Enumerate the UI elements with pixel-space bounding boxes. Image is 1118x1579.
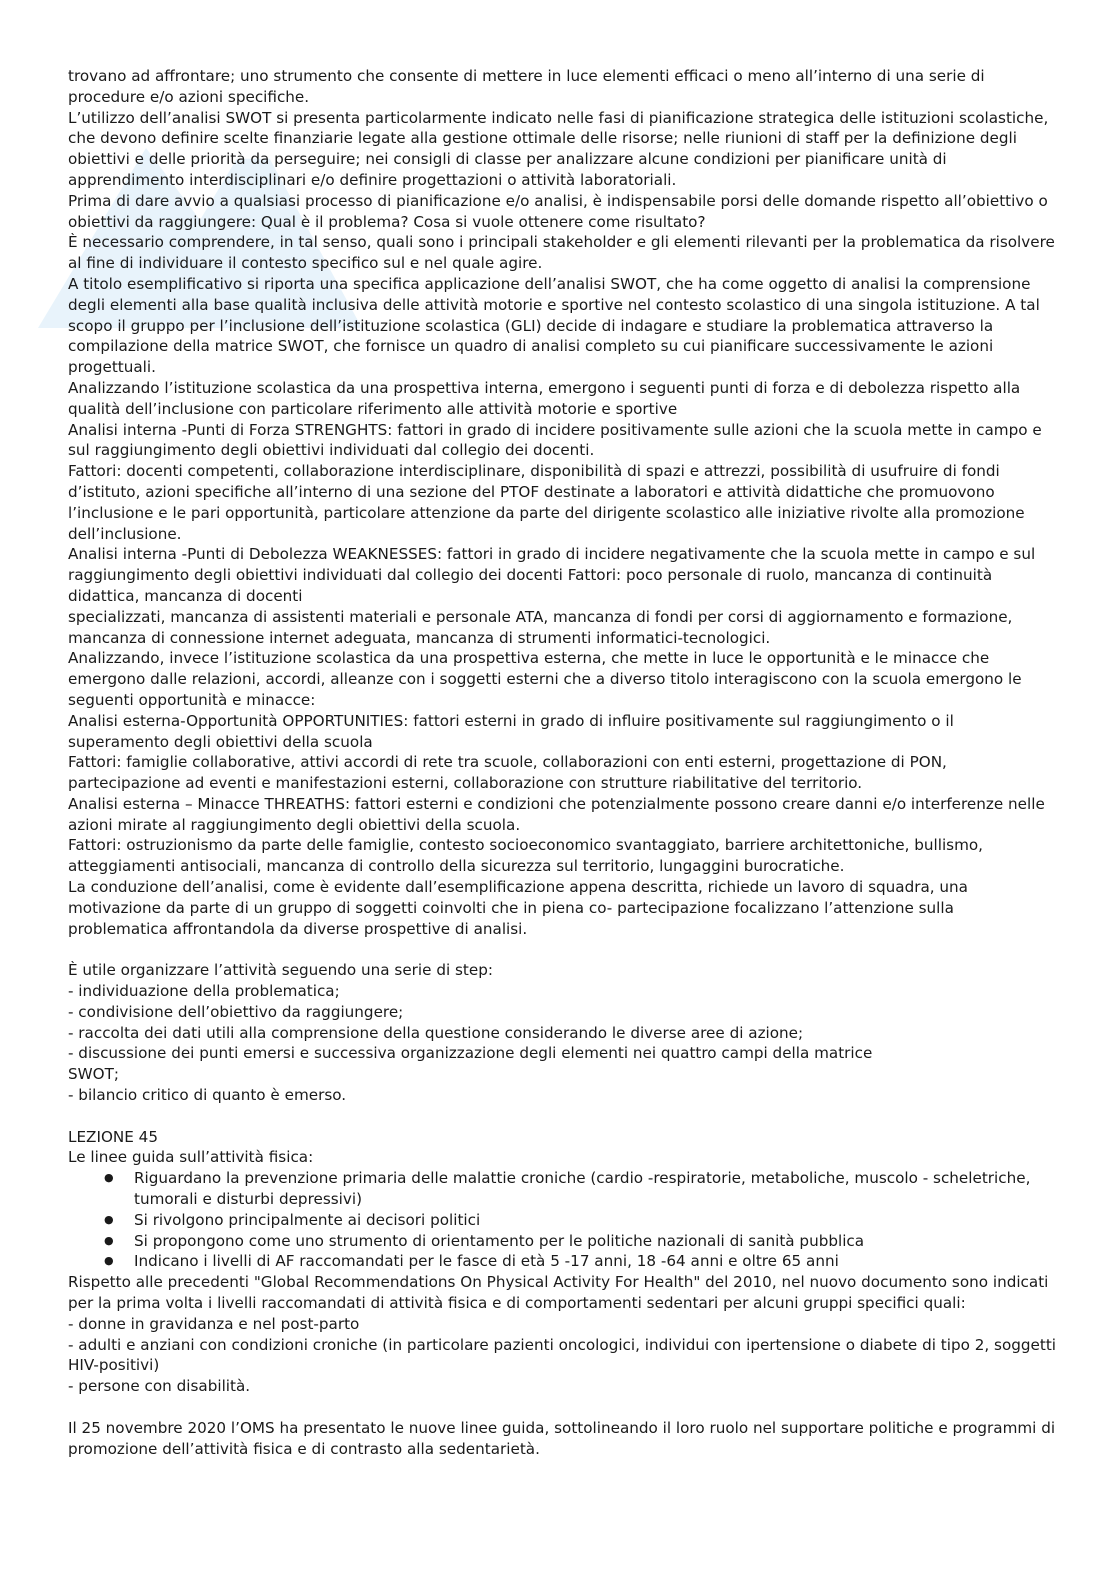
document-page <box>68 66 1058 1459</box>
paragraph: Fattori: famiglie collaborative, attivi accordi di rete tra scuole, collaborazioni con enti esterni, progettazione di PON, partecipazione ad eventi e manifestazioni esterni, collaborazione con strutture riabilitative del territorio. <box>68 753 947 793</box>
paragraph: Analisi esterna-Opportunità OPPORTUNITIES: fattori esterni in grado di influire positivamente sul raggiungimento o il superamento degli obiettivi della scuola <box>68 711 954 751</box>
swot-section <box>68 66 1058 939</box>
lesson-intro: Le linee guida sull’attività fisica: <box>68 1148 314 1167</box>
group-item: - persone con disabilità. <box>68 1377 251 1396</box>
step-item: - discussione dei punti emersi e successiva organizzazione degli elementi nei quattro campi della matrice <box>68 1044 873 1063</box>
guidelines-bullet-list <box>68 1168 1058 1272</box>
paragraph: La conduzione dell’analisi, come è evidente dall’esemplificazione appena descritta, richiede un lavoro di squadra, una motivazione da parte di un gruppo di soggetti coinvolti che in piena co- partecipazione focalizzano l’attenzione sulla problematica affrontandola da diverse prospettive di analisi. <box>68 878 968 938</box>
step-item: - bilancio critico di quanto è emerso. <box>68 1086 347 1105</box>
bullet-item: ● Riguardano la prevenzione primaria delle malattie croniche (cardio -respiratorie, metaboliche, muscolo - scheletriche, tumorali e disturbi depressivi) <box>134 1168 1058 1210</box>
bullet-item: ● Si propongono come uno strumento di orientamento per le politiche nazionali di sanità pubblica <box>134 1231 1058 1252</box>
paragraph: specializzati, mancanza di assistenti materiali e personale ATA, mancanza di fondi per corsi di aggiornamento e formazione, mancanza di connessione internet adeguata, mancanza di strumenti informatici-tecnologici. <box>68 607 1013 647</box>
paragraph: Rispetto alle precedenti "Global Recommendations On Physical Activity For Health" del 2010, nel nuovo documento sono indicati per la prima volta i livelli raccomandati di attività fisica e di comportamenti sedentari per alcuni gruppi specifici quali: <box>68 1273 1049 1313</box>
lesson-section <box>68 1127 1058 1460</box>
paragraph: Fattori: docenti competenti, collaborazione interdisciplinare, disponibilità di spazi e attrezzi, possibilità di usufruire di fondi d’istituto, azioni specifiche all’interno di una sezione del PTOF destinate a laboratori e attività didattiche che promuovono l’inclusione e le pari opportunità, particolare attenzione da parte del dirigente scolastico alle iniziative rivolte alla promozione dell’inclusione. <box>68 462 1025 543</box>
group-item: - adulti e anziani con condizioni croniche (in particolare pazienti oncologici, individui con ipertensione o diabete di tipo 2, soggetti HIV-positivi) <box>68 1335 1056 1375</box>
step-item: - individuazione della problematica; <box>68 982 340 1001</box>
step-item: - condivisione dell’obiettivo da raggiungere; <box>68 1002 404 1021</box>
bullet-item: ● Indicano i livelli di AF raccomandati per le fasce di età 5 -17 anni, 18 -64 anni e oltre 65 anni <box>134 1251 1058 1272</box>
paragraph: trovano ad affrontare; uno strumento che consente di mettere in luce elementi efficaci o meno all’interno di una serie di procedure e/o azioni specifiche. <box>68 67 985 106</box>
closing-paragraph: Il 25 novembre 2020 l’OMS ha presentato le nuove linee guida, sottolineando il loro ruolo nel supportare politiche e programmi di promozione dell’attività fisica e di contrasto alla sedentarietà. <box>68 1418 1056 1458</box>
paragraph: Fattori: ostruzionismo da parte delle famiglie, contesto socioeconomico svantaggiato, barriere architettoniche, bullismo, atteggiamenti antisociali, mancanza di controllo della sicurezza sul territorio, lungaggini burocratiche. <box>68 836 983 876</box>
paragraph: A titolo esemplificativo si riporta una specifica applicazione dell’analisi SWOT, che ha come oggetto di analisi la comprensione degli elementi alla base qualità inclusiva delle attività motorie e sportive nel contesto scolastico di una singola istituzione. A tal scopo il gruppo per l’inclusione dell’istituzione scolastica (GLI) decide di indagare e studiare la problematica attraverso la compilazione della matrice SWOT, che fornisce un quadro di analisi completo su cui pianificare successivamente le azioni progettuali. <box>68 274 1040 377</box>
paragraph: Analisi esterna – Minacce THREATHS: fattori esterni e condizioni che potenzialmente possono creare danni e/o interferenze nelle azioni mirate al raggiungimento degli obiettivi della scuola. <box>68 794 1045 834</box>
paragraph: Analizzando l’istituzione scolastica da una prospettiva interna, emergono i seguenti punti di forza e di debolezza rispetto alla qualità dell’inclusione con particolare riferimento alle attività motorie e sportive <box>68 378 1021 418</box>
steps-list <box>68 960 1058 1106</box>
group-item: - donne in gravidanza e nel post-parto <box>68 1314 360 1333</box>
steps-intro: È utile organizzare l’attività seguendo una serie di step: <box>68 961 493 980</box>
paragraph: Analisi interna -Punti di Forza STRENGHTS: fattori in grado di incidere positivamente sulle azioni che la scuola mette in campo e sul raggiungimento degli obiettivi individuati dal collegio dei docenti. <box>68 420 1042 460</box>
lesson-heading: LEZIONE 45 <box>68 1127 159 1146</box>
step-item: - raccolta dei dati utili alla comprensione della questione considerando le diverse aree di azione; <box>68 1023 804 1042</box>
paragraph: Analisi interna -Punti di Debolezza WEAKNESSES: fattori in grado di incidere negativamente che la scuola mette in campo e sul raggiungimento degli obiettivi individuati dal collegio dei docenti Fattori: poco personale di ruolo, mancanza di continuità didattica, mancanza di docenti <box>68 545 1036 605</box>
paragraph: È necessario comprendere, in tal senso, quali sono i principali stakeholder e gli elementi rilevanti per la problematica da risolvere al fine di individuare il contesto specifico sul e nel quale agire. <box>68 233 1055 273</box>
paragraph: Analizzando, invece l’istituzione scolastica da una prospettiva esterna, che mette in luce le opportunità e le minacce che emergono dalle relazioni, accordi, alleanze con i soggetti esterni che a diverso titolo interagiscono con la scuola emergono le seguenti opportunità e minacce: <box>68 649 1022 709</box>
paragraph: L’utilizzo dell’analisi SWOT si presenta particolarmente indicato nelle fasi di pianificazione strategica delle istituzioni scolastiche, che devono definire scelte finanziarie legate alla gestione ottimale delle risorse; nelle riunioni di staff per la definizione degli obiettivi e delle priorità da perseguire; nei consigli di classe per analizzare alcune condizioni per pianificare unità di apprendimento interdisciplinari e/o definire progettazioni o attività laboratoriali. <box>68 108 1049 189</box>
step-item: SWOT; <box>68 1065 120 1084</box>
paragraph: Prima di dare avvio a qualsiasi processo di pianificazione e/o analisi, è indispensabile porsi delle domande rispetto all’obiettivo o obiettivi da raggiungere: Qual è il problema? Cosa si vuole ottenere come risultato? <box>68 191 1048 231</box>
bullet-item: ● Si rivolgono principalmente ai decisori politici <box>134 1210 1058 1231</box>
